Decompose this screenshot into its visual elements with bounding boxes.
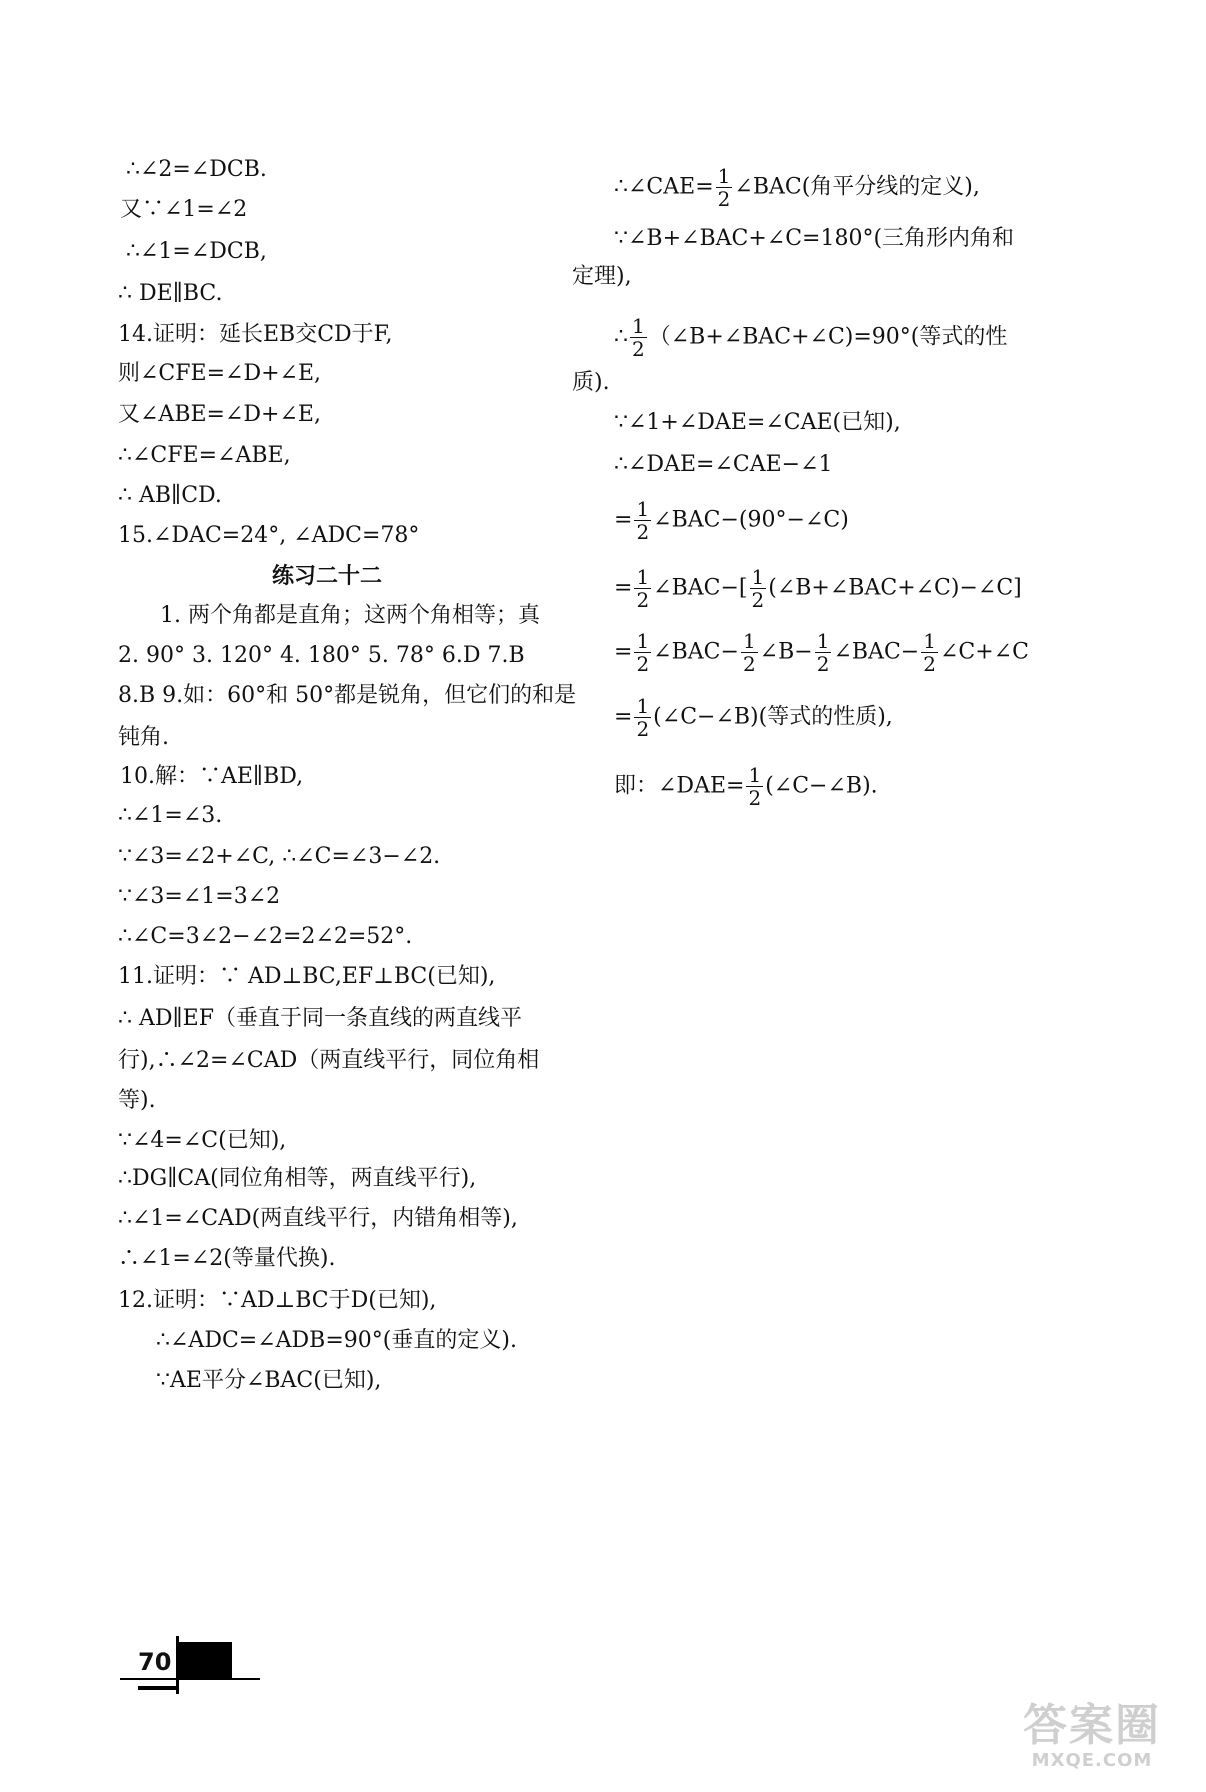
fraction [746, 764, 763, 809]
left-line [118, 1046, 539, 1076]
right-line [572, 262, 632, 292]
left-line [272, 561, 382, 591]
line-text: ∴ [614, 324, 628, 350]
page-number: 70 [138, 1648, 172, 1676]
line-text: = [614, 639, 633, 665]
fraction-numerator: 1 [923, 629, 936, 653]
line-text: 1. 两个角都是直角；这两个角相等；真 [160, 603, 540, 628]
line-text: 又∵∠1=∠2 [120, 197, 248, 222]
line-text: 2. 90° 3. 120° 4. 180° 5. 78° 6.D 7.B [118, 643, 525, 668]
line-text: ∠BAC− [653, 639, 739, 665]
left-line [118, 1126, 286, 1156]
right-line [614, 165, 980, 210]
left-line [118, 359, 321, 389]
right-line [614, 224, 1014, 254]
line-text: 15.∠DAC=24°, ∠ADC=78° [118, 523, 420, 548]
right-line [614, 764, 878, 809]
line-text: ∴ AB∥CD. [118, 483, 222, 508]
line-text: 即：∠DAE= [614, 773, 745, 799]
line-text: ∴ DE∥BC. [118, 281, 223, 306]
fraction-denominator: 2 [636, 717, 650, 741]
line-text: ∵AE平分∠BAC(已知), [156, 1368, 382, 1393]
watermark [1002, 1702, 1182, 1772]
left-line [118, 1086, 156, 1116]
right-line [614, 498, 849, 543]
left-line [126, 155, 267, 185]
watermark-url: MXQE.COM [1031, 1750, 1153, 1771]
line-text: ∴ AD∥EF（垂直于同一条直线的两直线平 [118, 1006, 523, 1031]
line-text: 14.证明：延长EB交CD于F, [118, 322, 393, 347]
line-text: ∴∠CFE=∠ABE, [118, 443, 291, 468]
page-footer-rule-accent [138, 1686, 176, 1690]
watermark-logo: 答案圈 [1023, 1700, 1161, 1751]
fraction [634, 566, 651, 611]
fraction-numerator: 1 [632, 314, 645, 338]
fraction-numerator: 1 [636, 694, 650, 718]
left-line [118, 1204, 518, 1234]
line-text: ∠BAC−(90°−∠C) [653, 507, 849, 533]
left-line [160, 601, 540, 631]
fraction [634, 630, 651, 675]
line-text: ∠BAC(角平分线的定义), [734, 174, 980, 200]
fraction-denominator: 2 [751, 588, 765, 612]
left-line [118, 723, 169, 753]
right-line [614, 630, 1029, 675]
fraction-numerator: 1 [636, 629, 650, 653]
line-text: ∴∠C=3∠2−∠2=2∠2=52°. [118, 924, 413, 949]
right-line [614, 566, 1022, 611]
line-text: ∴∠1=∠DCB, [126, 239, 267, 264]
line-text: ∵∠1+∠DAE=∠CAE(已知), [614, 410, 901, 435]
line-text: ∵∠3=∠2+∠C, ∴∠C=∠3−∠2. [118, 844, 441, 869]
fraction-denominator: 2 [717, 187, 731, 211]
line-text: 则∠CFE=∠D+∠E, [118, 361, 322, 386]
line-text: (∠C−∠B). [765, 773, 878, 799]
line-text: ∵∠3=∠1=3∠2 [118, 884, 281, 909]
line-text: ∴∠1=∠2(等量代换). [118, 1246, 336, 1271]
fraction-denominator: 2 [748, 786, 762, 810]
fraction-numerator: 1 [636, 565, 650, 589]
line-text: ∠BAC− [833, 639, 920, 665]
fraction-numerator: 1 [742, 629, 756, 653]
page-footer-rule [120, 1678, 260, 1680]
line-text: （∠B+∠BAC+∠C)=90°(等式的性 [648, 324, 1008, 350]
line-text: = [614, 507, 633, 533]
fraction-numerator: 1 [717, 164, 731, 188]
line-text: ∠BAC−[ [653, 575, 748, 601]
left-line [118, 279, 222, 309]
line-text: 练习二十二 [272, 563, 383, 589]
line-text: 8.B 9.如：60°和 50°都是锐角，但它们的和是 [118, 683, 577, 708]
fraction-numerator: 1 [816, 629, 830, 653]
page-number-bar [176, 1642, 232, 1678]
fraction [815, 630, 832, 675]
line-text: = [614, 704, 633, 730]
line-text: 钝角. [118, 725, 169, 750]
line-text: 11.证明：∵ AD⊥BC,EF⊥BC(已知), [118, 964, 496, 989]
line-text: ∴∠ADC=∠ADB=90°(垂直的定义). [156, 1328, 517, 1353]
fraction [634, 695, 651, 740]
left-line [118, 441, 291, 471]
fraction-denominator: 2 [636, 520, 650, 544]
fraction-denominator: 2 [816, 652, 830, 676]
fraction-numerator: 1 [748, 763, 762, 787]
line-text: ∠C+∠C [939, 639, 1029, 665]
line-text: ∵∠B+∠BAC+∠C=180°(三角形内角和 [614, 226, 1015, 251]
left-line [118, 1244, 335, 1274]
line-text: ∴∠1=∠CAD(两直线平行，内错角相等), [118, 1206, 518, 1231]
line-text: 10.解：∵AE∥BD, [120, 764, 304, 789]
line-text: 又∠ABE=∠D+∠E, [118, 402, 321, 427]
right-line [614, 695, 893, 740]
right-line [572, 368, 610, 398]
fraction [630, 315, 647, 360]
left-line [156, 1326, 517, 1356]
line-text: 定理), [572, 264, 632, 289]
line-text: ∠B− [759, 639, 813, 665]
fraction-numerator: 1 [636, 497, 650, 521]
right-line [614, 408, 901, 438]
line-text: 等). [118, 1088, 156, 1113]
line-text: = [614, 575, 633, 601]
line-text: ∴∠2=∠DCB. [126, 157, 267, 182]
left-line [118, 641, 525, 671]
left-line [118, 801, 222, 831]
left-line [118, 521, 419, 551]
left-line [118, 1286, 436, 1316]
line-text: 12.证明：∵AD⊥BC于D(已知), [118, 1288, 437, 1313]
left-line [118, 320, 393, 350]
fraction-denominator: 2 [923, 652, 936, 676]
fraction-numerator: 1 [751, 565, 765, 589]
fraction [634, 498, 651, 543]
line-text: ∴DG∥CA(同位角相等，两直线平行), [118, 1166, 477, 1191]
left-line [118, 681, 576, 711]
left-line [118, 922, 412, 952]
line-text: (∠C−∠B)(等式的性质), [653, 704, 893, 730]
left-line [118, 400, 321, 430]
line-text: 行),∴∠2=∠CAD（两直线平行，同位角相 [118, 1048, 540, 1073]
fraction-denominator: 2 [742, 652, 756, 676]
line-text: 质). [572, 370, 610, 395]
right-line [614, 450, 833, 480]
line-text: ∴∠CAE= [614, 174, 714, 200]
left-line [120, 195, 247, 225]
fraction-denominator: 2 [632, 337, 645, 361]
left-line [118, 481, 222, 511]
fraction [750, 566, 767, 611]
left-line [118, 882, 280, 912]
fraction-denominator: 2 [636, 588, 650, 612]
line-text: ∴∠1=∠3. [118, 803, 223, 828]
left-line [118, 842, 440, 872]
fraction [716, 165, 733, 210]
fraction-denominator: 2 [636, 652, 650, 676]
left-line [118, 962, 495, 992]
right-line [614, 315, 1007, 360]
left-line [156, 1366, 381, 1396]
fraction [741, 630, 758, 675]
left-line [120, 762, 303, 792]
left-line [118, 1004, 522, 1034]
line-text: (∠B+∠BAC+∠C)−∠C] [768, 575, 1022, 601]
fraction [921, 630, 938, 675]
line-text: ∴∠DAE=∠CAE−∠1 [614, 452, 833, 477]
left-line [118, 1164, 476, 1194]
line-text: ∵∠4=∠C(已知), [118, 1128, 287, 1153]
left-line [126, 237, 267, 267]
